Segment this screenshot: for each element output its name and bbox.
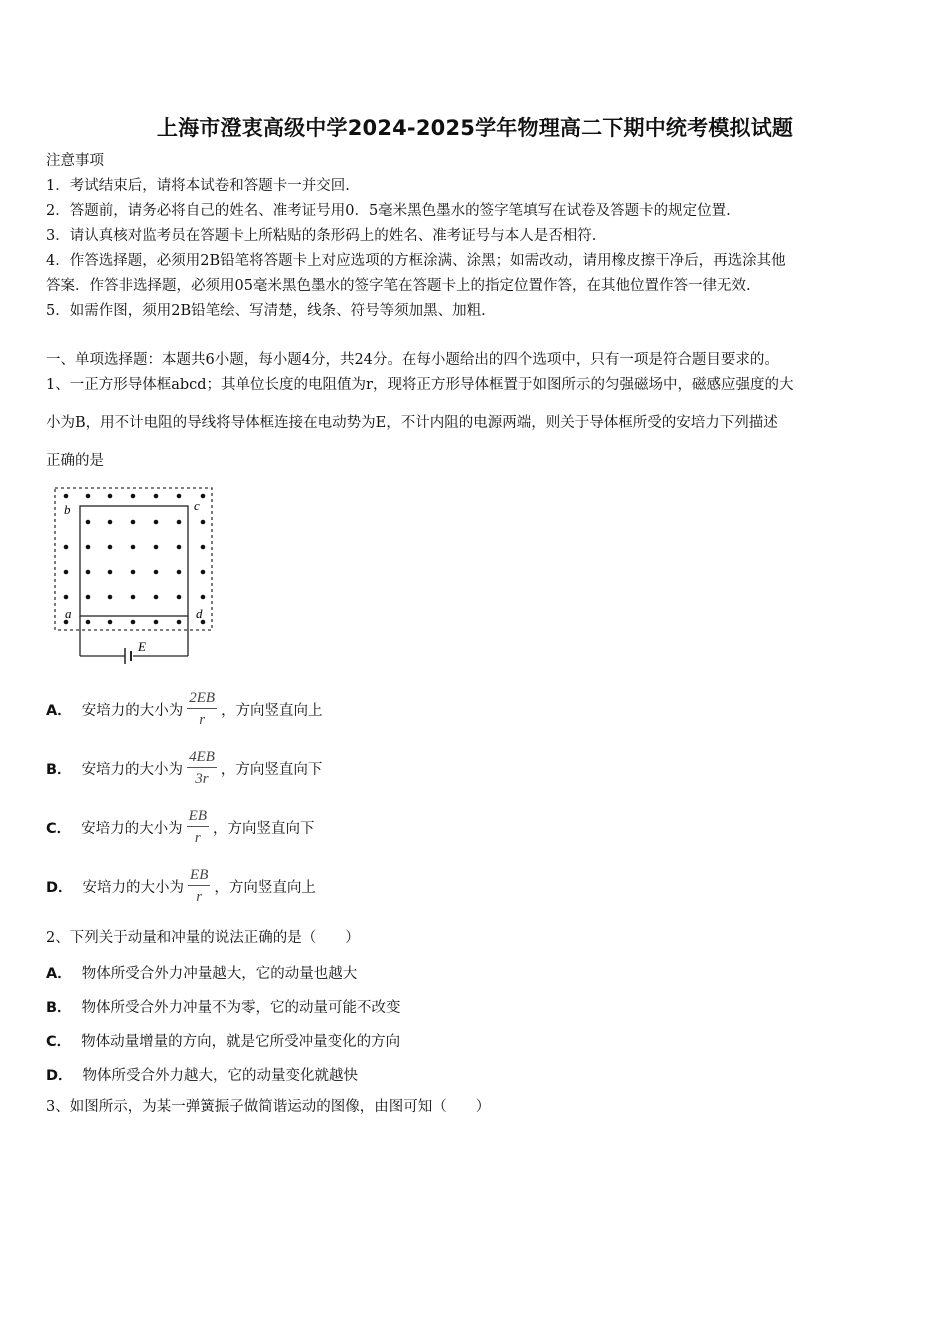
field-dot <box>108 520 113 525</box>
fraction-denominator: r <box>199 712 206 728</box>
field-dot <box>131 494 136 499</box>
notice-item: 4．作答选择题，必须用2B铅笔将答题卡上对应选项的方框涂满、涂黑；如需改动，请用橡皮擦干净后，再选涂其他 <box>46 253 786 269</box>
field-dot <box>64 570 69 575</box>
q1-option-a[interactable] <box>46 690 323 728</box>
field-dot <box>86 494 91 499</box>
field-dot <box>108 595 113 600</box>
fraction <box>187 749 217 787</box>
option-label: D． <box>46 1068 73 1084</box>
q2-option-b[interactable] <box>46 996 401 1017</box>
field-dot <box>131 570 136 575</box>
field-dot <box>86 570 91 575</box>
magnetic-field-figure <box>50 484 220 670</box>
question-1-stem: 正确的是 <box>46 453 104 469</box>
option-prefix: 安培力的大小为 <box>81 761 184 778</box>
question-1-stem: 小为B，用不计电阻的导线将导体框连接在电动势为E，不计内阻的电源两端，则关于导体框所受的安培力下列描述 <box>46 415 778 431</box>
notice-item: 3．请认真核对监考员在答题卡上所粘贴的条形码上的姓名、准考证号与本人是否相符. <box>46 228 597 244</box>
field-dot <box>86 595 91 600</box>
field-dot <box>201 595 206 600</box>
option-suffix: ，方向竖直向上 <box>214 879 316 896</box>
label-d: d <box>196 606 203 621</box>
option-text: 物体所受合外力冲量不为零，它的动量可能不改变 <box>81 1000 401 1016</box>
option-text: 物体动量增量的方向，就是它所受冲量变化的方向 <box>81 1034 401 1050</box>
field-dot <box>177 520 182 525</box>
field-dot <box>64 545 69 550</box>
label-c: c <box>194 498 200 513</box>
field-dot <box>64 494 69 499</box>
field-dot <box>86 520 91 525</box>
label-a: a <box>65 606 72 621</box>
field-dot <box>201 545 206 550</box>
section-heading: 一、单项选择题：本题共6小题，每小题4分，共24分。在每小题给出的四个选项中，只有一项是符合题目要求的。 <box>46 352 779 368</box>
fraction-numerator: 2EB <box>187 690 217 709</box>
field-dot <box>108 494 113 499</box>
field-dot <box>177 595 182 600</box>
fraction <box>187 690 217 728</box>
q2-option-d[interactable] <box>46 1064 358 1085</box>
q2-option-c[interactable] <box>46 1030 400 1051</box>
notice-item: 2．答题前，请务必将自己的姓名、准考证号用0．5毫米黑色墨水的签字笔填写在试卷及答题卡的规定位置. <box>46 203 731 219</box>
field-dot <box>154 620 159 625</box>
option-text: 物体所受合外力冲量越大，它的动量也越大 <box>81 966 358 982</box>
option-label: B． <box>46 1000 72 1016</box>
field-dot <box>108 570 113 575</box>
field-dot <box>177 494 182 499</box>
field-dot <box>86 545 91 550</box>
field-dot <box>154 520 159 525</box>
field-dot <box>177 570 182 575</box>
fraction-numerator: EB <box>187 808 209 827</box>
fraction <box>188 867 210 905</box>
notice-item: 5．如需作图，须用2B铅笔绘、写清楚，线条、符号等须加黑、加粗. <box>46 303 486 319</box>
fraction-denominator: r <box>194 830 201 846</box>
field-dot <box>86 620 91 625</box>
field-dot <box>154 570 159 575</box>
notice-heading: 注意事项 <box>46 153 104 169</box>
notice-item: 答案．作答非选择题，必须用05毫米黑色墨水的签字笔在答题卡上的指定位置作答，在其他位置作答一律无效. <box>46 278 751 294</box>
label-E: E <box>138 639 146 654</box>
question-2-stem: 2、下列关于动量和冲量的说法正确的是（ ） <box>46 930 360 946</box>
fraction-denominator: r <box>196 889 203 905</box>
label-b: b <box>64 502 71 517</box>
option-label: A． <box>46 702 72 719</box>
q1-option-c[interactable] <box>46 808 314 846</box>
q1-option-d[interactable] <box>46 867 316 905</box>
field-dots <box>64 494 206 625</box>
option-suffix: ，方向竖直向上 <box>221 702 323 719</box>
option-prefix: 安培力的大小为 <box>81 702 184 719</box>
field-dot <box>64 595 69 600</box>
question-3-stem: 3、如图所示，为某一弹簧振子做简谐运动的图像，由图可知（ ） <box>46 1099 491 1115</box>
option-suffix: ，方向竖直向下 <box>212 820 315 837</box>
field-dot <box>154 545 159 550</box>
field-dot <box>201 570 206 575</box>
q1-option-b[interactable] <box>46 749 322 787</box>
field-dot <box>131 595 136 600</box>
field-dot <box>131 545 136 550</box>
option-label: D． <box>46 879 73 896</box>
option-prefix: 安培力的大小为 <box>81 820 183 837</box>
field-dot <box>201 494 206 499</box>
field-dot <box>201 520 206 525</box>
option-label: B． <box>46 761 72 778</box>
fraction-numerator: 4EB <box>187 749 217 768</box>
field-dot <box>108 620 113 625</box>
option-suffix: ，方向竖直向下 <box>220 761 323 778</box>
fraction-denominator: 3r <box>195 771 209 787</box>
field-dot <box>108 545 113 550</box>
question-1-stem: 1、一正方形导体框abcd；其单位长度的电阻值为r，现将正方形导体框置于如图所示的匀强磁场中，磁感应强度的大 <box>46 377 794 393</box>
option-label: C． <box>46 1034 72 1050</box>
fraction <box>187 808 209 846</box>
option-prefix: 安培力的大小为 <box>82 879 185 896</box>
q2-option-a[interactable] <box>46 962 357 983</box>
option-label: A． <box>46 966 72 982</box>
option-label: C． <box>46 820 72 837</box>
field-dot <box>177 545 182 550</box>
option-text: 物体所受合外力越大，它的动量变化就越快 <box>82 1068 359 1084</box>
field-dot <box>177 620 182 625</box>
field-dot <box>131 620 136 625</box>
notice-item: 1．考试结束后，请将本试卷和答题卡一并交回. <box>46 178 350 194</box>
field-dot <box>154 494 159 499</box>
field-dot <box>131 520 136 525</box>
fraction-numerator: EB <box>188 867 210 886</box>
page-title: 上海市澄衷高级中学2024-2025学年物理高二下期中统考模拟试题 <box>156 116 794 140</box>
field-dot <box>154 595 159 600</box>
